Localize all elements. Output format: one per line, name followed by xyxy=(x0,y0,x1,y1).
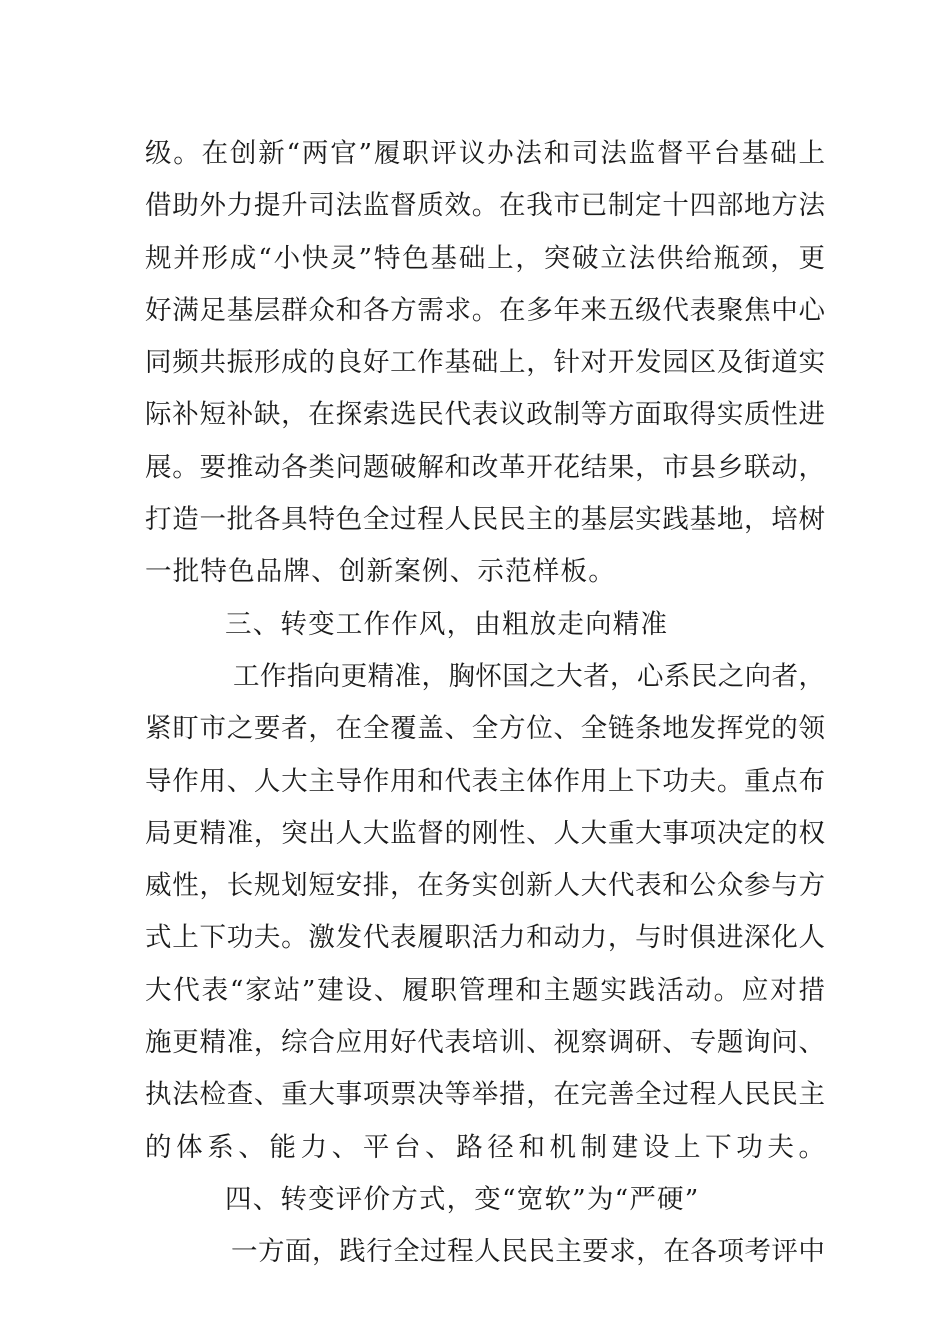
paragraph-line: 际补短补缺，在探索选民代表议政制等方面取得实质性进 xyxy=(145,399,826,431)
paragraph-line: 式上下功夫。激发代表履职活力和动力，与时俱进深化人 xyxy=(145,922,826,954)
paragraph-line: 借助外力提升司法监督质效。在我市已制定十四部地方法 xyxy=(145,190,826,222)
paragraph-line: 导作用、人大主导作用和代表主体作用上下功夫。重点布 xyxy=(145,765,826,797)
paragraph-line: 威性，长规划短安排，在务实创新人大代表和公众参与方 xyxy=(145,870,826,902)
paragraph-line: 的体系、能力、平台、路径和机制建设上下功夫。 xyxy=(145,1131,830,1163)
document-body xyxy=(145,128,830,1279)
paragraph-line: 规并形成“小快灵”特色基础上，突破立法供给瓶颈，更 xyxy=(145,242,827,274)
paragraph-line: 工作指向更精准，胸怀国之大者，心系民之向者， xyxy=(233,660,826,692)
paragraph-line: 局更精准，突出人大监督的刚性、人大重大事项决定的权 xyxy=(145,817,826,849)
paragraph-line: 好满足基层群众和各方需求。在多年来五级代表聚焦中心 xyxy=(145,294,826,326)
paragraph-line: 打造一批各具特色全过程人民民主的基层实践基地，培树 xyxy=(145,504,826,536)
paragraph-line: 一方面，践行全过程人民民主要求，在各项考评中 xyxy=(231,1236,826,1268)
paragraph-line: 施更精准，综合应用好代表培训、视察调研、专题询问、 xyxy=(145,1027,826,1059)
paragraph-line: 展。要推动各类问题破解和改革开花结果，市县乡联动， xyxy=(145,451,826,483)
paragraph-line: 紧盯市之要者，在全覆盖、全方位、全链条地发挥党的领 xyxy=(145,713,826,745)
section-heading: 三、转变工作作风，由粗放走向精准 xyxy=(225,608,669,640)
paragraph-line: 执法检查、重大事项票决等举措，在完善全过程人民民主 xyxy=(145,1079,826,1111)
paragraph-line: 一批特色品牌、创新案例、示范样板。 xyxy=(145,556,616,588)
paragraph-line: 级。在创新“两官”履职评议办法和司法监督平台基础上 xyxy=(145,138,827,169)
paragraph-line: 大代表“家站”建设、履职管理和主题实践活动。应对措 xyxy=(145,974,827,1006)
section-heading: 四、转变评价方式，变“宽软”为“严硬” xyxy=(225,1183,700,1215)
paragraph-line: 同频共振形成的良好工作基础上，针对开发园区及街道实 xyxy=(145,347,826,379)
